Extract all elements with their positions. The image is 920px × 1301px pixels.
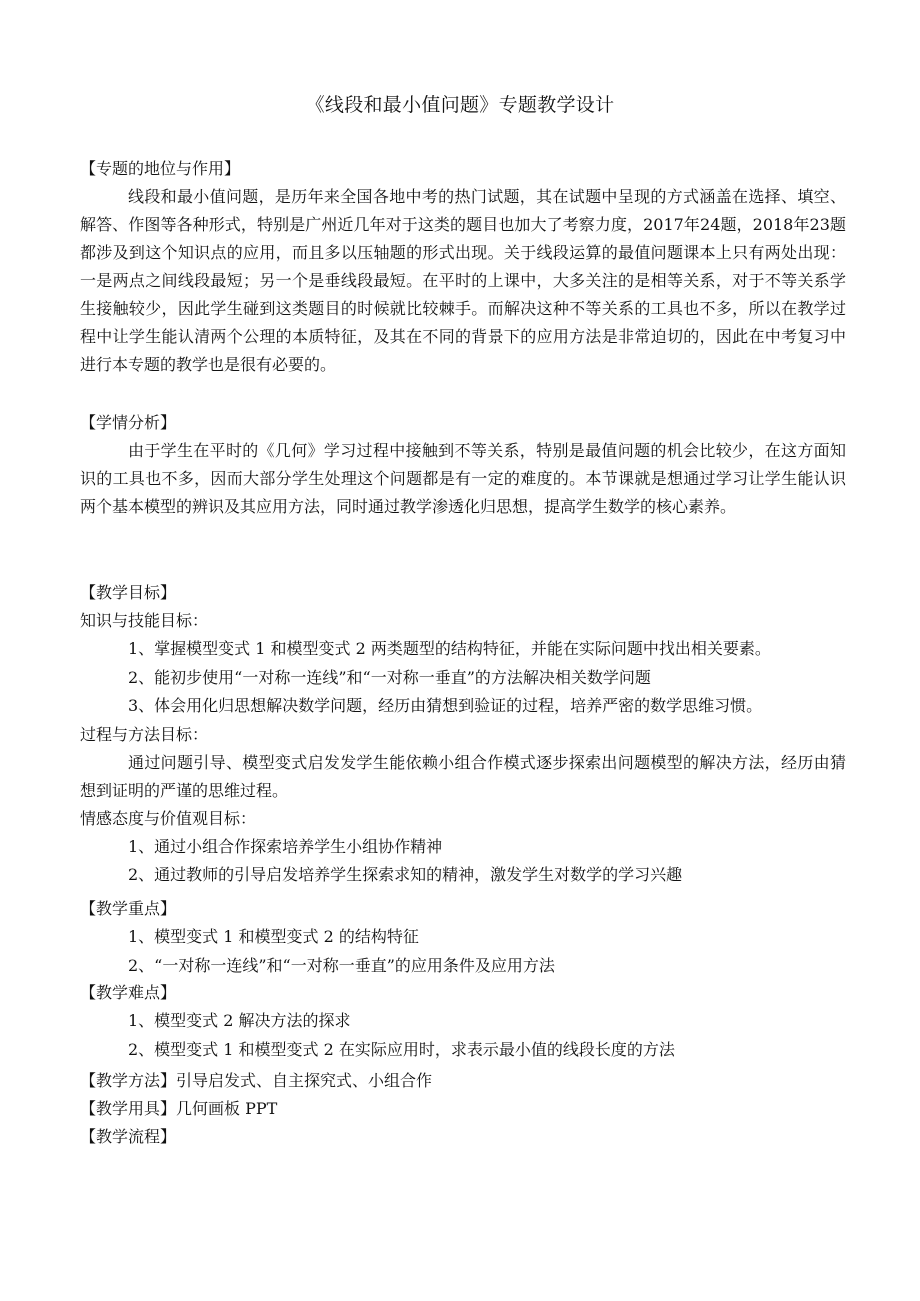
- method-line: 【教学方法】引导启发式、自主探究式、小组合作: [80, 1071, 433, 1090]
- list-item: 2、通过教师的引导启发培养学生探索求知的精神，激发学生对数学的学习兴趣: [128, 865, 683, 884]
- section-difficulty: [80, 979, 846, 1064]
- section-heading: 【教学目标】: [80, 583, 177, 602]
- section-heading: 【专题的地位与作用】: [80, 159, 241, 178]
- list-item: 2、模型变式 1 和模型变式 2 在实际应用时，求表示最小值的线段长度的方法: [128, 1039, 675, 1059]
- list-item: 1、模型变式 2 解决方法的探求: [128, 1011, 351, 1030]
- section-body: 由于学生在平时的《几何》学习过程中接触到不等关系，特别是最值问题的机会比较少，在这方面知识的工具也不多，因而大部分学生处理这个问题都是有一定的难度的。本节课就是想通过学习让学生能认识两个基本模型的辨识及其应用方法，同时通过教学渗透化归思想，提高学生数学的核心素养。: [80, 441, 846, 516]
- knowledge-label: 知识与技能目标：: [80, 611, 209, 630]
- list-item: 3、体会用化归思想解决数学问题，经历由猜想到验证的过程，培养严密的数学思维习惯。: [128, 696, 763, 715]
- section-heading: 【教学难点】: [80, 983, 177, 1002]
- section-heading: 【教学重点】: [80, 899, 177, 918]
- list-item: 2、能初步使用“一对称一连线”和“一对称一垂直”的方法解决相关数学问题: [128, 667, 651, 687]
- list-item: 1、模型变式 1 和模型变式 2 的结构特征: [128, 927, 419, 946]
- section-key: [80, 895, 846, 980]
- list-item: 2、“一对称一连线”和“一对称一垂直”的应用条件及应用方法: [128, 955, 555, 975]
- section-closing: [80, 1067, 846, 1151]
- section-goals: [80, 579, 846, 890]
- process-body: 通过问题引导、模型变式启发发学生能依赖小组合作模式逐步探索出问题模型的解决方法，经历由猜想到证明的严谨的思维过程。: [80, 752, 846, 800]
- process-label: 过程与方法目标：: [80, 724, 209, 744]
- list-item: 1、通过小组合作探索培养学生小组协作精神: [128, 836, 443, 856]
- section-analysis: [80, 409, 846, 521]
- section-position: [80, 155, 846, 379]
- section-body: 线段和最小值问题，是历年来全国各地中考的热门试题，其在试题中呈现的方式涵盖在选择、填空、解答、作图等各种形式，特别是广州近几年对于这类的题目也加大了考察力度，2017年24题，2018年23题都涉及到这个知识点的应用，而且多以压轴题的形式出现。关于线段运算的最值问题课本上只有两处出现：一是两点之间线段最短；另一个是垂线段最短。在平时的上课中，大多关注的是相等关系，对于不等关系学生接触较少，因此学生碰到这类题目的时候就比较棘手。而解决这种不等关系的工具也不多，所以在教学过程中让学生能认清两个公理的本质特征，及其在不同的背景下的应用方法是非常迫切的，因此在中考复习中进行本专题的教学也是很有必要的。: [80, 187, 846, 374]
- emotion-label: 情感态度与价值观目标：: [80, 808, 257, 828]
- list-item: 1、掌握模型变式 1 和模型变式 2 两类题型的结构特征，并能在实际问题中找出相关要素。: [128, 639, 771, 658]
- process-heading: 【教学流程】: [80, 1127, 177, 1146]
- section-heading: 【学情分析】: [80, 413, 177, 432]
- page-title: 《线段和最小值问题》专题教学设计: [305, 94, 615, 116]
- tools-line: 【教学用具】几何画板 PPT: [80, 1099, 278, 1118]
